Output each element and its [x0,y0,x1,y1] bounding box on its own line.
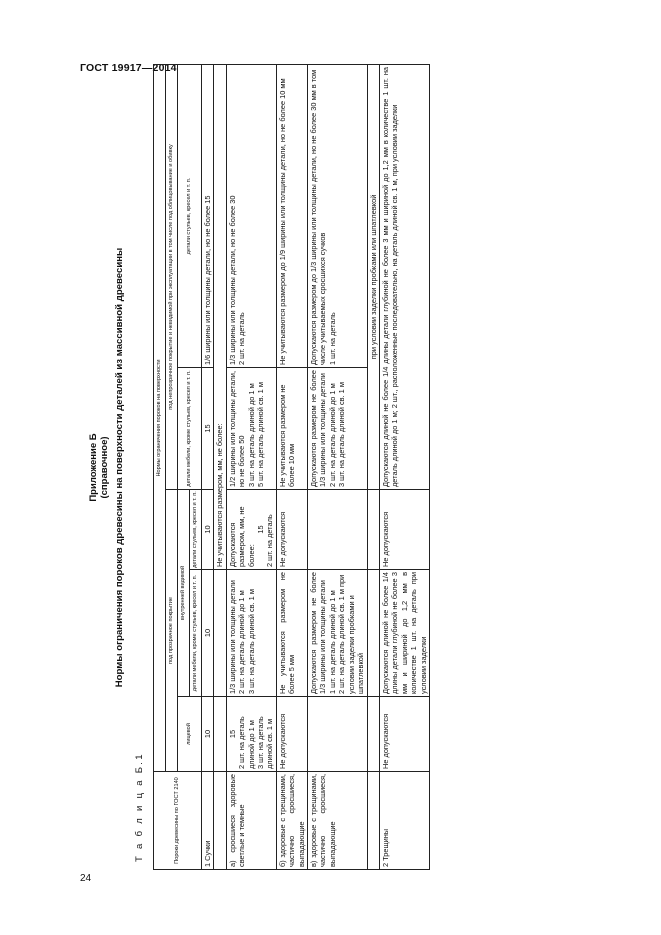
header-inner: внутренней видимой [178,490,190,697]
table-title: Нормы ограничения пороков древесины на поверхности деталей из массивной древесины [114,247,125,688]
cell-opaque: Допускаются длиной не более 1/4 длины детали глубиной не более 3 мм и шириной до 1,2 мм в количестве 1 шт. на деталь длиной до 1 м; 2 шт., расположенные последовательно, на деталь длиной св. 1 м, при условии заделки [379,64,429,489]
cell-opaque-common: при условии заделки пробками или шпатлевкой [367,64,379,489]
table-row-cracks [379,64,429,869]
cell-opaque-furniture: 1/2 ширины или толщины детали, но не более 50 3 шт. на деталь длиной до 1 м 5 шт. на деталь длиной св. 1 м [226,368,276,490]
norms-table [153,64,430,870]
cell-inner-furniture: Допускаются размером не более 1/3 ширины или толщины детали 1 шт. на деталь длиной до 1 м 2 шт. на деталь длиной св. 1 м при условии заделки пробками и шпатлевкой [308,570,367,697]
cell-inner-furniture: Не учитываются размером не более 5 мм [276,570,307,697]
row-label: в) здоровые с трещинами, частично сросшиеся, выпадающие [308,772,367,870]
header-row-1 [154,64,166,869]
table-row-knots [202,64,214,869]
cell-face: Не допускаются [276,697,307,772]
page-number: 24 [80,873,92,884]
table-row-a [226,64,276,869]
rotated-appendix-block [80,65,550,870]
appendix-subtitle: (справочное) [99,436,110,499]
cell-opaque-chairs: Не учитываются размером до 1/9 ширины или толщины детали, но не более 10 мм [276,64,307,367]
header-row-2 [166,64,178,869]
header-opaque: под непрозрачное покрытие и невидимой при эксплуатации в том числе под облицовывание и обивку [166,64,178,489]
header-opaque-chairs: детали стульев, кресел и т. п. [178,64,202,367]
cell-face: 10 [202,697,214,772]
header-face: лицевой [178,697,202,772]
cell-face: 15 2 шт. на деталь длиной до 1 м 3 шт. на деталь длиной св. 1 м [226,697,276,772]
header-inner-chairs: детали стульев, кресел и т. п. [190,490,202,570]
cell-inner-chairs: Не допускаются [276,490,307,570]
appendix-title: Приложение Б [88,433,99,502]
table-row-b [276,64,307,869]
cell-inner-furniture: Допускаются длиной не более 1/4 длины детали глубиной не более 3 мм и шириной до 1,2 мм в количестве 1 шт. на деталь при условии заделки [379,570,429,697]
cell-unlimited-note: Не учитываются размером, мм, не более: [214,64,226,569]
header-opaque-furniture: детали мебели, кроме стульев, кресел и т. п. [178,368,202,490]
header-norms: Нормы ограничения пороков на поверхности [154,64,166,771]
cell-opaque-furniture: Не учитываются размером не более 10 мм [276,368,307,490]
cell-inner-chairs: Допускаются размером, мм, не более: 15 2 шт. на деталь [226,490,276,570]
cell-inner-chairs: Не допускаются [379,490,429,570]
table-row-v [308,64,367,869]
header-defect: Пороки древесины по ГОСТ 2140 [154,772,202,870]
header-row-3 [178,64,190,869]
cell-inner-chairs [308,490,367,570]
document-header: ГОСТ 19917—2014 [80,62,177,74]
cell-opaque-furniture: 15 [202,368,214,490]
cell-inner-furniture: 1/3 ширины или толщины детали 2 шт. на деталь длиной до 1 м 3 шт. на деталь длиной св. 1 м [226,570,276,697]
cell-inner-chairs: 10 [202,490,214,570]
row-label: а) сросшиеся здоровые светлые и темные [226,772,276,870]
header-inner-furniture: детали мебели, кроме стульев, кресел и т. п. [190,570,202,697]
cell-face: Не допускаются [379,697,429,772]
cell-opaque-chairs: Допускаются размером до 1/3 ширины или толщины детали, но не более 30 мм в том числе учитываемых сросшихся сучков 1 шт. на деталь [308,64,367,367]
cell-face [308,697,367,772]
table-row-v-common [367,64,379,869]
header-transparent: под прозрачное покрытие [166,490,178,772]
row-label: 2 Трещины [379,772,429,870]
cell-opaque-furniture: Допускаются размером не более 1/3 ширины или толщины детали 2 шт. на деталь длиной до 1 м 3 шт. на деталь длиной св. 1 м [308,368,367,490]
row-label: 1 Сучки [202,772,214,870]
cell-opaque-chairs: 1/6 ширины или толщины детали, но не более 15 [202,64,214,367]
row-label: б) здоровые с трещинами, частично сросшиеся, выпадающие [276,772,307,870]
table-caption: Т а б л и ц а Б.1 [134,752,145,862]
cell-inner-furniture: 10 [202,570,214,697]
cell-opaque-chairs: 1/3 ширины или толщины детали, но не более 30 2 шт. на деталь [226,64,276,367]
appendix-heading [88,65,110,870]
table-row-unlimited [214,64,226,869]
